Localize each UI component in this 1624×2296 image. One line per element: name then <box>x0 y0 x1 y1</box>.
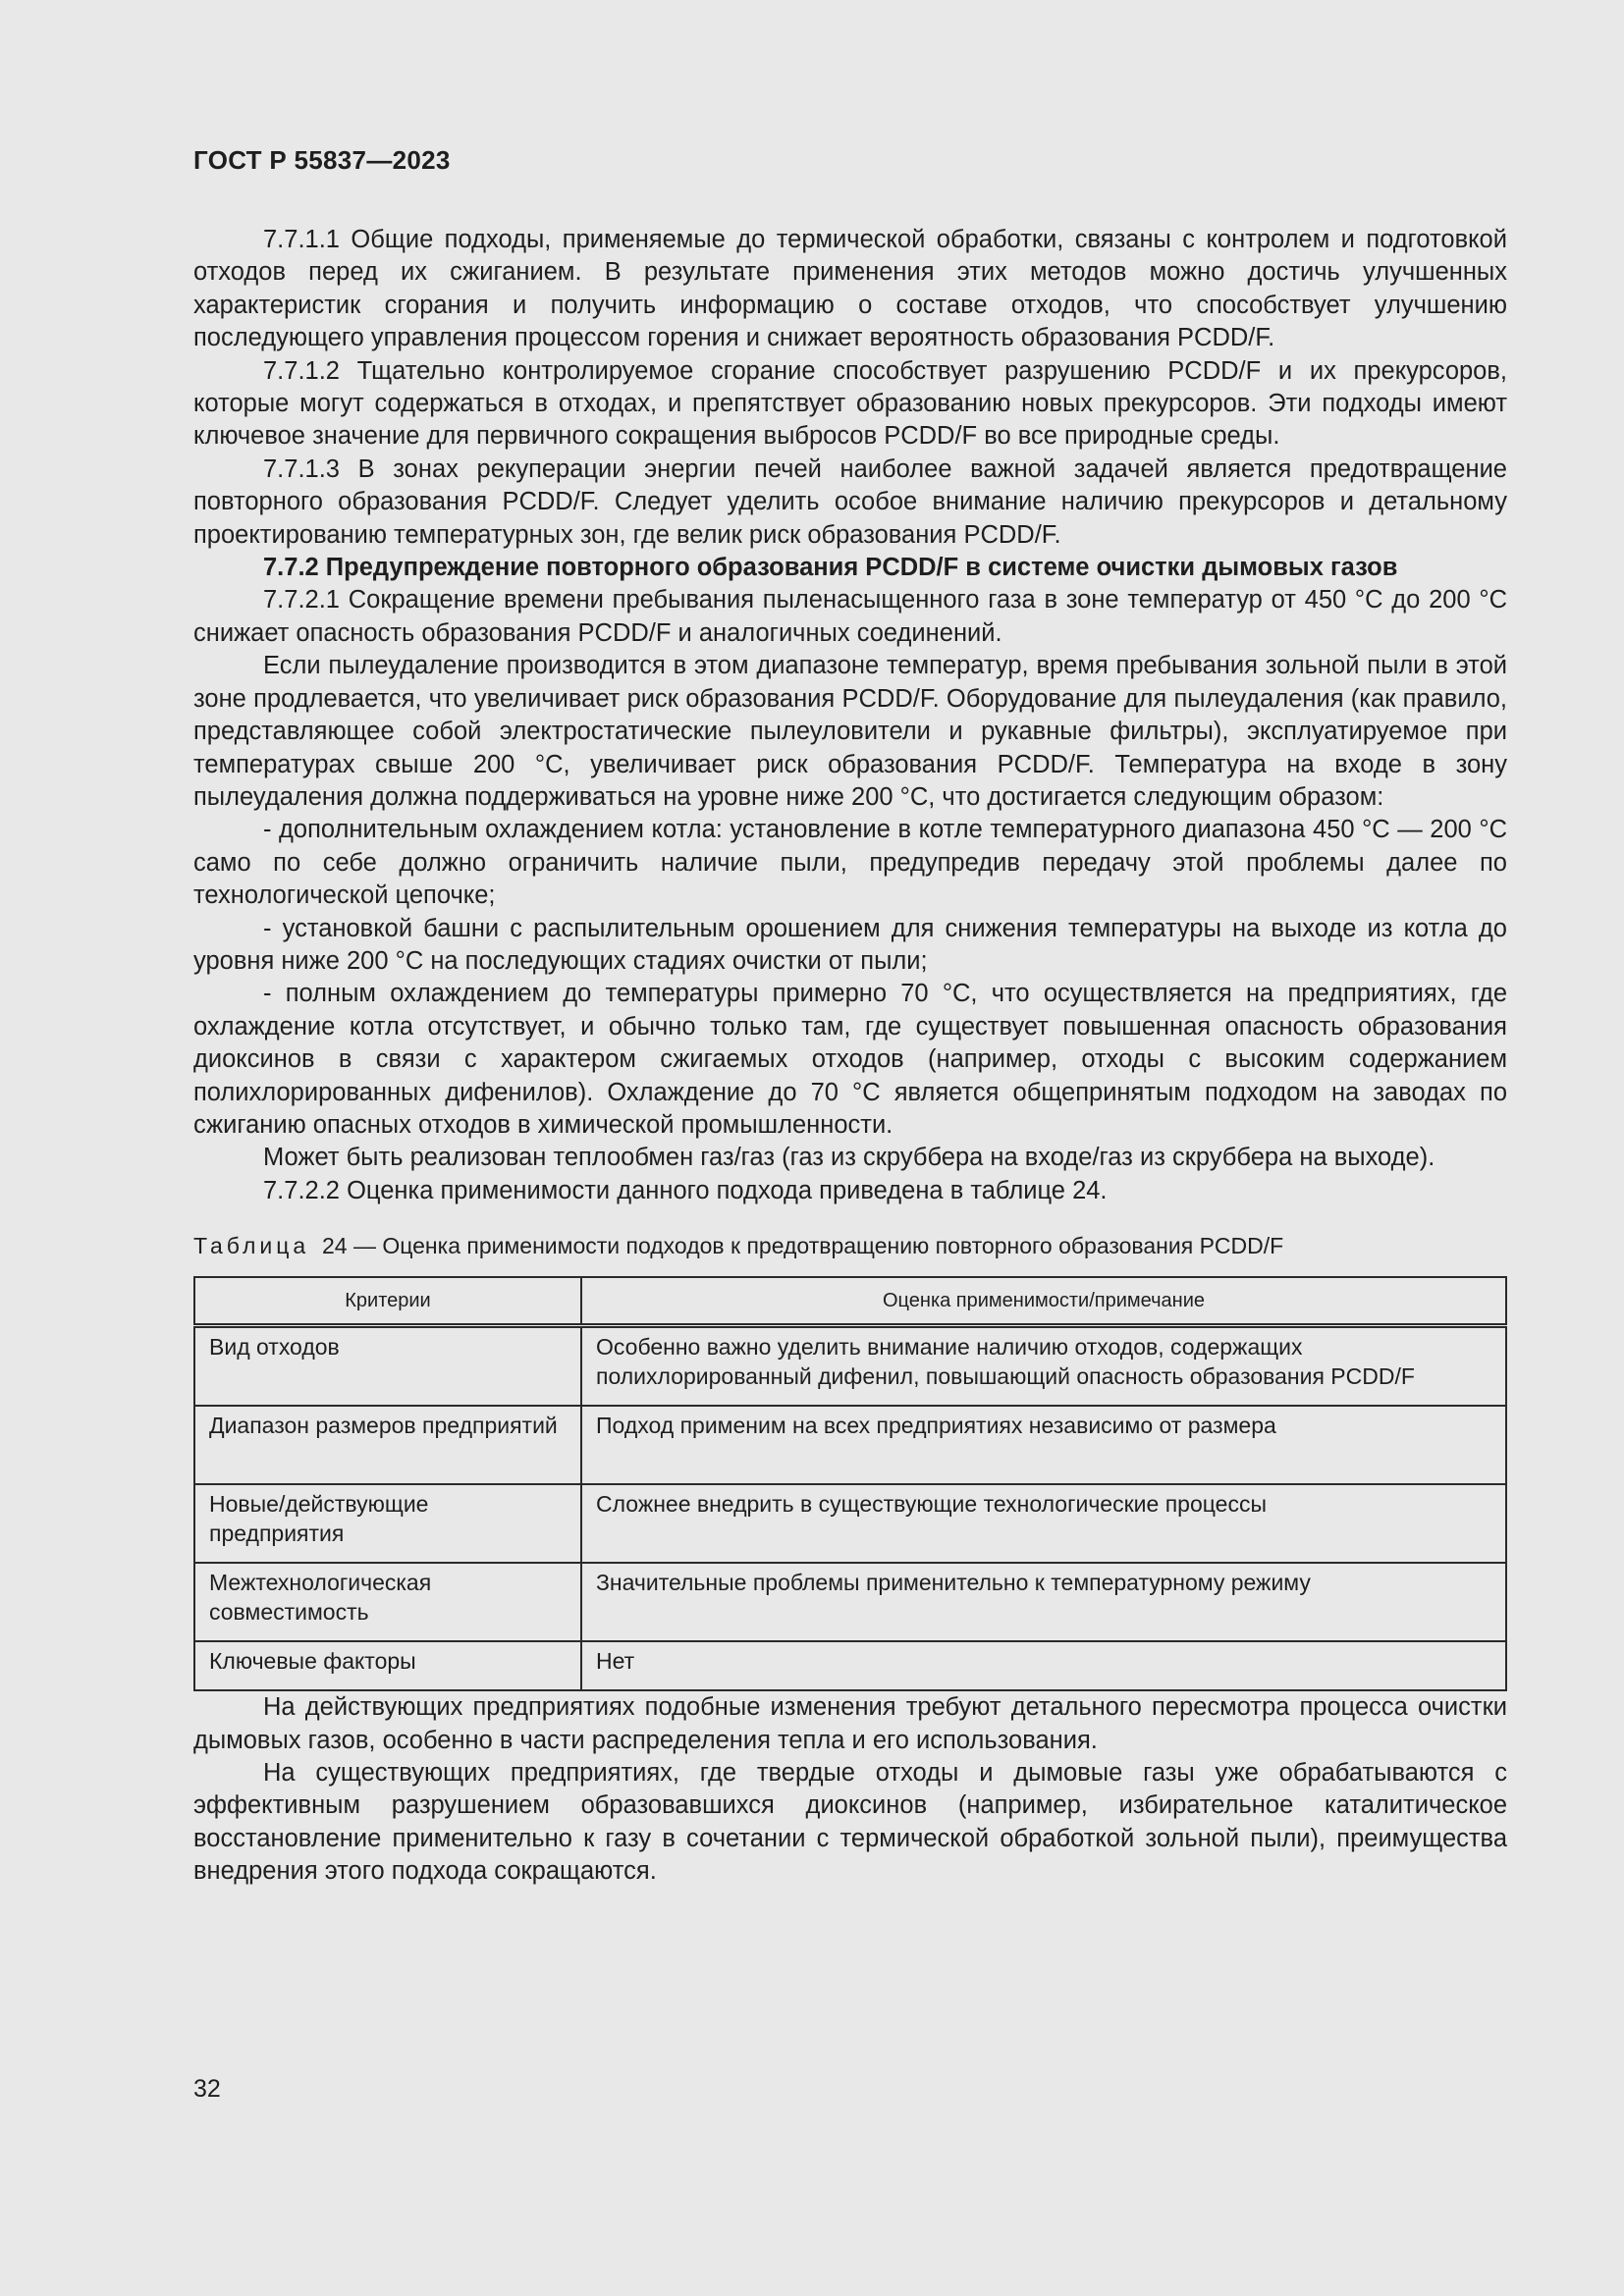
paragraph-7-7-1-1: 7.7.1.1 Общие подходы, применяемые до термической обработки, связаны с контролем и подготовкой отходов перед их сжиганием. В результате применения этих методов можно достичь улучшенных характеристик сгорания и получить информацию о составе отходов, что способствует улучшению последующего управления процессом горения и снижает вероятность образования PCDD/F. <box>193 226 1507 352</box>
column-header-criteria: Критерии <box>194 1277 581 1326</box>
applicability-table <box>193 1276 1507 1691</box>
table-cell-assessment: Значительные проблемы применительно к температурному режиму <box>581 1563 1506 1641</box>
section-heading-7-7-2: 7.7.2 Предупреждение повторного образования PCDD/F в системе очистки дымовых газов <box>263 554 1398 582</box>
paragraph-7-7-1-3: 7.7.1.3 В зонах рекуперации энергии печей наиболее важной задачей является предотвращение повторного образования PCDD/F. Следует уделить особое внимание наличию прекурсоров и детальному проектированию температурных зон, где велик риск образования PCDD/F. <box>193 454 1507 549</box>
paragraph-existing-plants-treatment: На существующих предприятиях, где твердые отходы и дымовые газы уже обрабатываются с эффективным разрушением образовавшихся диоксинов (например, избирательное каталитическое восстановление применительно к газу в сочетании с термической обработкой зольной пыли), преимущества внедрения этого подхода сокращаются. <box>193 1759 1507 1886</box>
page-number: 32 <box>193 2075 221 2103</box>
table-caption <box>193 1231 1507 1260</box>
list-item-spray-tower: - установкой башни с распылительным орошением для снижения температуры на выходе из котла до уровня ниже 200 °С на последующих стадиях очистки от пыли; <box>193 914 1507 975</box>
table-caption-title: 24 — Оценка применимости подходов к предотвращению повторного образования PCDD/F <box>321 1233 1284 1259</box>
table-row <box>194 1326 1506 1407</box>
document-body <box>193 224 1507 1889</box>
paragraph-existing-plants: На действующих предприятиях подобные изменения требуют детального пересмотра процесса очистки дымовых газов, особенно в части распределения тепла и его использования. <box>193 1693 1507 1754</box>
table-caption-word: Таблица <box>193 1233 310 1259</box>
table-cell-criterion: Межтехнологическая совместимость <box>194 1563 581 1641</box>
table-cell-assessment: Особенно важно уделить внимание наличию отходов, содержащих полихлорированный дифенил, повышающий опасность образования PCDD/F <box>581 1326 1506 1407</box>
list-item-boiler-cooling: - дополнительным охлаждением котла: установление в котле температурного диапазона 450 °С — 200 °С само по себе должно ограничить наличие пыли, предупредив передачу этой проблемы далее по технологической цепочке; <box>193 816 1507 910</box>
table-cell-assessment: Сложнее внедрить в существующие технологические процессы <box>581 1484 1506 1563</box>
table-cell-criterion: Новые/действующие предприятия <box>194 1484 581 1563</box>
paragraph-7-7-2-2: 7.7.2.2 Оценка применимости данного подхода приведена в таблице 24. <box>263 1176 1108 1204</box>
table-cell-assessment: Нет <box>581 1641 1506 1690</box>
list-item-full-cooling: - полным охлаждением до температуры примерно 70 °С, что осуществляется на предприятиях, где охлаждение котла отсутствует, и обычно только там, где существует повышенная опасность образования диоксинов в связи с характером сжигаемых отходов (например, отходы с высоким содержанием полихлорированных дифенилов). Охлаждение до 70 °С является общепринятым подходом на заводах по сжиганию опасных отходов в химической промышленности. <box>193 980 1507 1139</box>
column-header-assessment: Оценка применимости/примечание <box>581 1277 1506 1326</box>
table-row <box>194 1484 1506 1563</box>
paragraph-dust-removal: Если пылеудаление производится в этом диапазоне температур, время пребывания зольной пыли в этой зоне продлевается, что увеличивает риск образования PCDD/F. Оборудование для пылеудаления (как правило, представляющее собой электростатические пылеуловители и рукавные фильтры), эксплуатируемое при температурах свыше 200 °С, увеличивает риск образования PCDD/F. Температура на входе в зону пылеудаления должна поддерживаться на уровне ниже 200 °С, что достигается следующим образом: <box>193 652 1507 811</box>
table-cell-assessment: Подход применим на всех предприятиях независимо от размера <box>581 1406 1506 1484</box>
paragraph-7-7-1-2: 7.7.1.2 Тщательно контролируемое сгорание способствует разрушению PCDD/F и их прекурсоров, которые могут содержаться в отходах, и препятствует образованию новых прекурсоров. Эти подходы имеют ключевое значение для первичного сокращения выбросов PCDD/F во все природные среды. <box>193 356 1507 451</box>
table-row <box>194 1563 1506 1641</box>
paragraph-heat-exchange: Может быть реализован теплообмен газ/газ (газ из скруббера на входе/газ из скруббера на выходе). <box>263 1144 1435 1172</box>
table-row <box>194 1641 1506 1690</box>
table-cell-criterion: Ключевые факторы <box>194 1641 581 1690</box>
table-row <box>194 1406 1506 1484</box>
table-cell-criterion: Диапазон размеров предприятий <box>194 1406 581 1484</box>
table-cell-criterion: Вид отходов <box>194 1326 581 1407</box>
table-header-row <box>194 1277 1506 1326</box>
paragraph-7-7-2-1: 7.7.2.1 Сокращение времени пребывания пыленасыщенного газа в зоне температур от 450 °С до 200 °С снижает опасность образования PCDD/F и аналогичных соединений. <box>193 586 1507 647</box>
document-code: ГОСТ Р 55837—2023 <box>193 145 451 175</box>
